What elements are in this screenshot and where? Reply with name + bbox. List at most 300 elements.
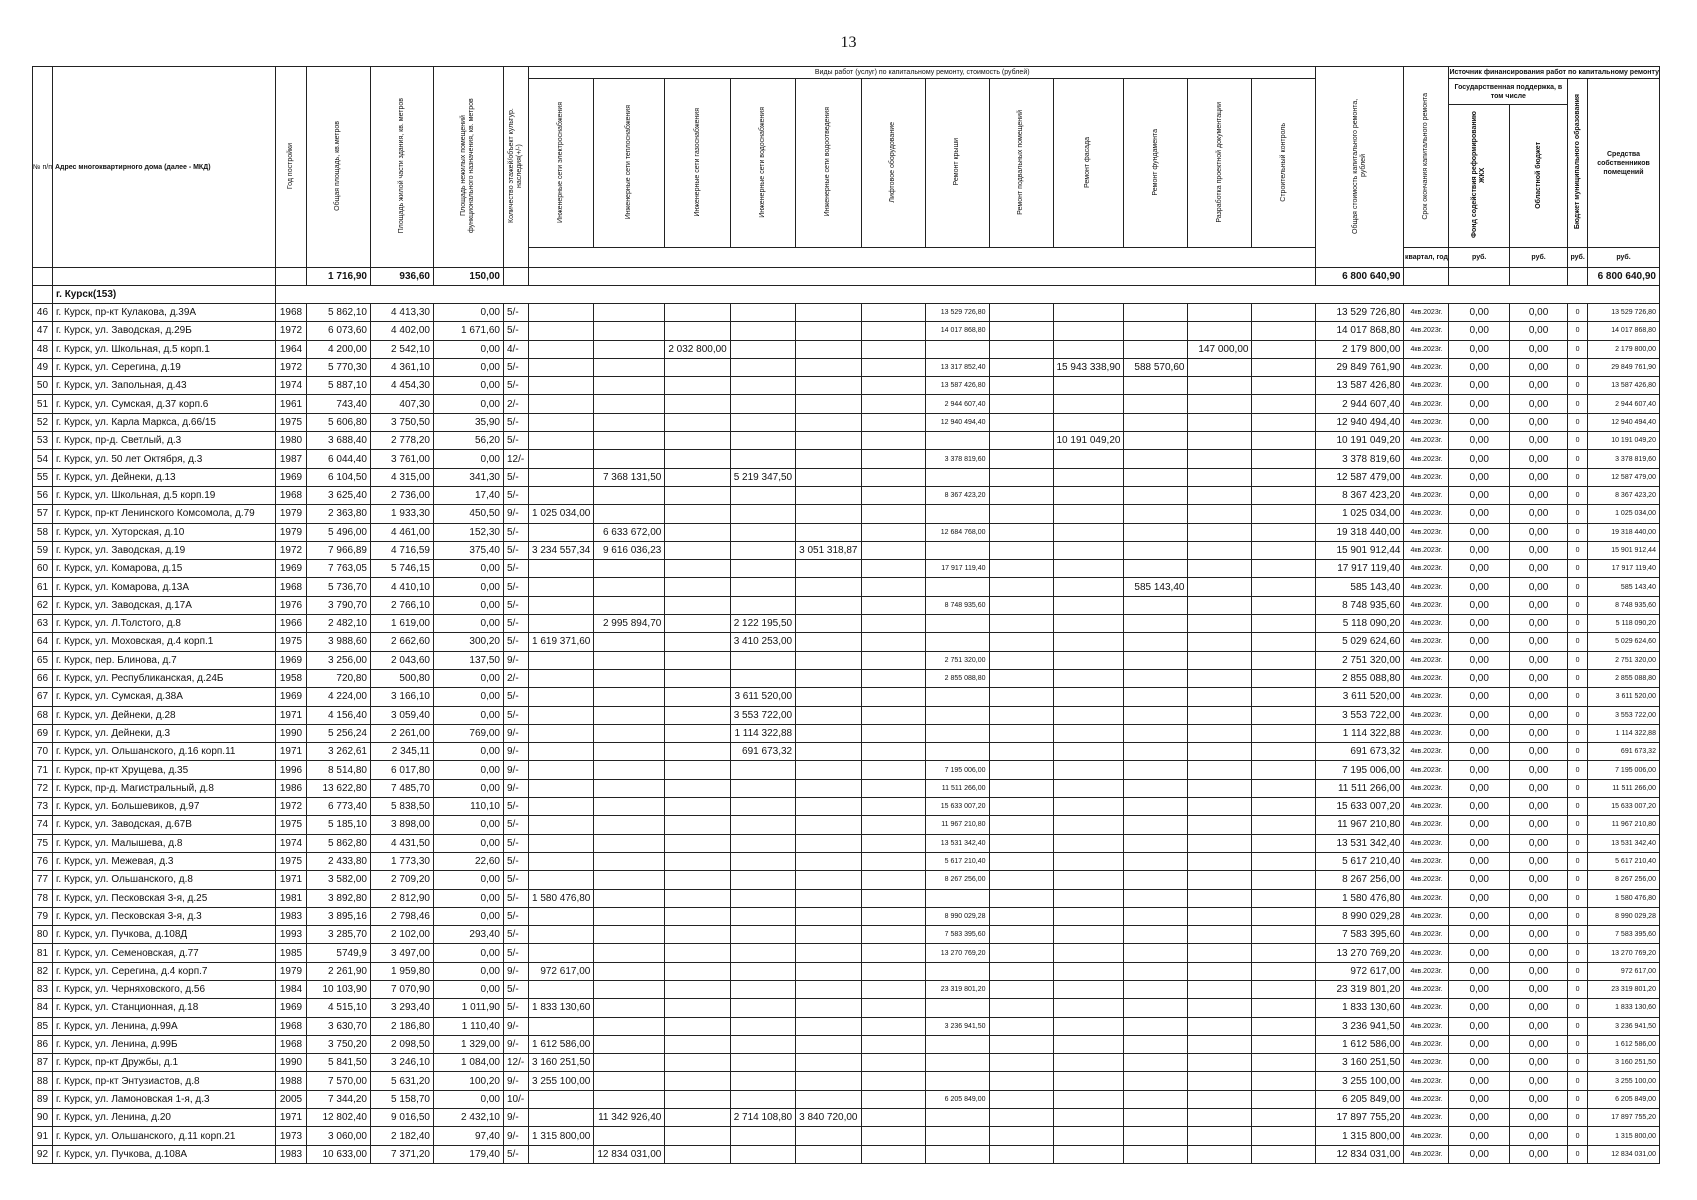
- row-work-cost: [665, 560, 730, 578]
- row-work-cost: [1053, 1017, 1124, 1035]
- row-address: г. Курск, ул. Станционная, д.18: [52, 999, 275, 1017]
- row-year: 1971: [275, 871, 306, 889]
- row-work-cost: [796, 724, 861, 742]
- row-living-area: 2 186,80: [370, 1017, 433, 1035]
- row-work-cost: [665, 962, 730, 980]
- row-deadline: 4кв.2023г.: [1404, 651, 1449, 669]
- row-floors: 5/-: [503, 377, 528, 395]
- row-regional: 0,00: [1509, 651, 1567, 669]
- section-row: [33, 286, 1660, 304]
- row-work-cost: [861, 523, 925, 541]
- row-work-cost: [528, 358, 593, 376]
- row-year: 1974: [275, 834, 306, 852]
- row-work-cost: [1188, 578, 1252, 596]
- row-nonres-area: 0,00: [433, 907, 503, 925]
- row-work-cost: [989, 596, 1053, 614]
- row-work-cost: [730, 1035, 795, 1053]
- row-fund: 0,00: [1449, 999, 1509, 1017]
- row-work-cost: [796, 1054, 861, 1072]
- row-work-cost: [665, 304, 730, 322]
- row-work-cost: [989, 1054, 1053, 1072]
- row-nonres-area: 0,00: [433, 1090, 503, 1108]
- row-work-cost: [1252, 1145, 1316, 1163]
- row-work-cost: [1053, 999, 1124, 1017]
- row-work-cost: [730, 651, 795, 669]
- row-floors: 9/-: [503, 779, 528, 797]
- row-total-cost: 1 114 322,88: [1316, 724, 1404, 742]
- row-fund: 0,00: [1449, 852, 1509, 870]
- row-work-cost: [1188, 468, 1252, 486]
- totals-year: [275, 268, 306, 286]
- row-total-area: 2 363,80: [306, 505, 370, 523]
- row-work-cost: [528, 615, 593, 633]
- row-work-cost: [1252, 541, 1316, 559]
- row-fund: 0,00: [1449, 1145, 1509, 1163]
- row-year: 1984: [275, 980, 306, 998]
- row-municipal: 0: [1568, 596, 1588, 614]
- row-work-cost: [594, 743, 665, 761]
- row-regional: 0,00: [1509, 505, 1567, 523]
- row-work-cost: [796, 798, 861, 816]
- row-address: г. Курск, пр-кт Дружбы, д.1: [52, 1054, 275, 1072]
- row-living-area: 3 166,10: [370, 688, 433, 706]
- row-work-cost: [861, 304, 925, 322]
- row-fund: 0,00: [1449, 871, 1509, 889]
- row-deadline: 4кв.2023г.: [1404, 669, 1449, 687]
- row-address: г. Курск, ул. Черняховского, д.56: [52, 980, 275, 998]
- row-floors: 5/-: [503, 560, 528, 578]
- row-work-cost: [796, 1145, 861, 1163]
- row-regional: 0,00: [1509, 1054, 1567, 1072]
- row-work-cost: [796, 743, 861, 761]
- totals-nonres-area: 150,00: [433, 268, 503, 286]
- row-floors: 2/-: [503, 669, 528, 687]
- row-fund: 0,00: [1449, 944, 1509, 962]
- row-work-cost: [1053, 1109, 1124, 1127]
- header-work-electric: [528, 79, 593, 248]
- table-row: [33, 724, 1660, 742]
- row-owners: 7 195 006,00: [1588, 761, 1660, 779]
- row-total-cost: 13 270 769,20: [1316, 944, 1404, 962]
- row-work-cost: 9 616 036,23: [594, 541, 665, 559]
- row-total-area: 13 622,80: [306, 779, 370, 797]
- row-work-cost: [1053, 596, 1124, 614]
- header-unit-municipal: [1568, 248, 1588, 268]
- row-deadline: 4кв.2023г.: [1404, 871, 1449, 889]
- row-regional: 0,00: [1509, 358, 1567, 376]
- header-work-sewer: [796, 79, 861, 248]
- row-work-cost: [1188, 816, 1252, 834]
- row-work-cost: [730, 761, 795, 779]
- row-work-cost: [528, 651, 593, 669]
- row-floors: 5/-: [503, 834, 528, 852]
- row-work-cost: [1124, 779, 1188, 797]
- row-municipal: 0: [1568, 1054, 1588, 1072]
- row-work-cost: 585 143,40: [1124, 578, 1188, 596]
- row-living-area: 2 043,60: [370, 651, 433, 669]
- table-row: [33, 852, 1660, 870]
- row-nonres-area: 0,00: [433, 962, 503, 980]
- row-work-cost: [1188, 706, 1252, 724]
- header-work-roof-label: Ремонт крыши: [953, 138, 960, 186]
- row-work-cost: [730, 1017, 795, 1035]
- table-row: [33, 395, 1660, 413]
- row-owners: 15 633 007,20: [1588, 798, 1660, 816]
- row-work-cost: [1124, 706, 1188, 724]
- section-title: г. Курск(153): [52, 286, 275, 304]
- row-municipal: 0: [1568, 395, 1588, 413]
- row-work-cost: [528, 486, 593, 504]
- row-work-cost: [989, 944, 1053, 962]
- row-work-cost: [528, 523, 593, 541]
- header-work-facade: [1053, 79, 1124, 248]
- row-work-cost: [1252, 1090, 1316, 1108]
- row-address: г. Курск, ул. Запольная, д.43: [52, 377, 275, 395]
- row-work-cost: [1252, 889, 1316, 907]
- row-work-cost: [665, 596, 730, 614]
- row-regional: 0,00: [1509, 377, 1567, 395]
- row-work-cost: [796, 450, 861, 468]
- row-number: 69: [33, 724, 53, 742]
- row-fund: 0,00: [1449, 706, 1509, 724]
- row-floors: 9/-: [503, 1072, 528, 1090]
- row-work-cost: [1053, 761, 1124, 779]
- row-work-cost: [1252, 852, 1316, 870]
- row-total-area: 3 630,70: [306, 1017, 370, 1035]
- row-number: 87: [33, 1054, 53, 1072]
- row-work-cost: [796, 633, 861, 651]
- row-year: 1972: [275, 798, 306, 816]
- row-floors: 5/-: [503, 358, 528, 376]
- row-living-area: 1 619,00: [370, 615, 433, 633]
- row-work-cost: [796, 523, 861, 541]
- row-work-cost: [1124, 1035, 1188, 1053]
- row-nonres-area: 450,50: [433, 505, 503, 523]
- row-work-cost: [594, 779, 665, 797]
- row-work-cost: [989, 505, 1053, 523]
- row-work-cost: [1124, 340, 1188, 358]
- row-owners: 13 529 726,80: [1588, 304, 1660, 322]
- row-address: г. Курск, ул. Ленина, д.99А: [52, 1017, 275, 1035]
- row-work-cost: [1053, 450, 1124, 468]
- row-work-cost: [594, 798, 665, 816]
- header-work-foundation: [1124, 79, 1188, 248]
- row-nonres-area: 1 011,90: [433, 999, 503, 1017]
- row-work-cost: [1124, 907, 1188, 925]
- row-owners: 3 378 819,60: [1588, 450, 1660, 468]
- row-work-cost: [1252, 1127, 1316, 1145]
- row-floors: 9/-: [503, 962, 528, 980]
- row-work-cost: [665, 322, 730, 340]
- row-work-cost: [730, 980, 795, 998]
- row-work-cost: [1124, 615, 1188, 633]
- row-regional: 0,00: [1509, 596, 1567, 614]
- row-work-cost: [528, 944, 593, 962]
- row-nonres-area: 97,40: [433, 1127, 503, 1145]
- row-work-cost: [528, 724, 593, 742]
- row-work-cost: [796, 651, 861, 669]
- row-address: г. Курск, ул. Большевиков, д.97: [52, 798, 275, 816]
- row-address: г. Курск, пр-кт Ленинского Комсомола, д.79: [52, 505, 275, 523]
- row-living-area: 9 016,50: [370, 1109, 433, 1127]
- row-work-cost: [925, 1035, 989, 1053]
- row-year: 1985: [275, 944, 306, 962]
- row-work-cost: [528, 322, 593, 340]
- row-deadline: 4кв.2023г.: [1404, 1127, 1449, 1145]
- row-owners: 12 587 479,00: [1588, 468, 1660, 486]
- row-work-cost: 8 267 256,00: [925, 871, 989, 889]
- row-work-cost: [594, 450, 665, 468]
- row-deadline: 4кв.2023г.: [1404, 523, 1449, 541]
- table-row: [33, 1090, 1660, 1108]
- header-work-gas: [665, 79, 730, 248]
- row-deadline: 4кв.2023г.: [1404, 1109, 1449, 1127]
- row-year: 1983: [275, 1145, 306, 1163]
- row-floors: 5/-: [503, 999, 528, 1017]
- row-work-cost: [594, 432, 665, 450]
- row-municipal: 0: [1568, 724, 1588, 742]
- row-deadline: 4кв.2023г.: [1404, 907, 1449, 925]
- row-fund: 0,00: [1449, 761, 1509, 779]
- row-deadline: 4кв.2023г.: [1404, 724, 1449, 742]
- row-work-cost: [1188, 999, 1252, 1017]
- row-fund: 0,00: [1449, 377, 1509, 395]
- row-work-cost: [730, 816, 795, 834]
- row-living-area: 3 246,10: [370, 1054, 433, 1072]
- row-work-cost: [730, 340, 795, 358]
- row-owners: 14 017 868,80: [1588, 322, 1660, 340]
- row-number: 66: [33, 669, 53, 687]
- row-work-cost: [989, 432, 1053, 450]
- row-work-cost: [1124, 633, 1188, 651]
- row-fund: 0,00: [1449, 541, 1509, 559]
- row-work-cost: 3 234 557,34: [528, 541, 593, 559]
- row-address: г. Курск, ул. Пучкова, д.108А: [52, 1145, 275, 1163]
- row-total-area: 4 224,00: [306, 688, 370, 706]
- row-total-area: 10 633,00: [306, 1145, 370, 1163]
- row-fund: 0,00: [1449, 560, 1509, 578]
- row-work-cost: 3 840 720,00: [796, 1109, 861, 1127]
- row-fund: 0,00: [1449, 651, 1509, 669]
- row-work-cost: 12 684 768,00: [925, 523, 989, 541]
- row-nonres-area: 0,00: [433, 358, 503, 376]
- capital-repair-table: [32, 66, 1660, 1164]
- table-row: [33, 468, 1660, 486]
- row-work-cost: [1124, 486, 1188, 504]
- row-work-cost: [594, 944, 665, 962]
- row-work-cost: 7 583 395,60: [925, 926, 989, 944]
- row-nonres-area: 22,60: [433, 852, 503, 870]
- row-work-cost: [1124, 523, 1188, 541]
- row-work-cost: [594, 852, 665, 870]
- row-work-cost: [989, 1090, 1053, 1108]
- row-nonres-area: 0,00: [433, 340, 503, 358]
- row-work-cost: [925, 706, 989, 724]
- row-regional: 0,00: [1509, 926, 1567, 944]
- row-work-cost: [796, 1072, 861, 1090]
- row-nonres-area: 0,00: [433, 871, 503, 889]
- totals-fund: [1449, 268, 1509, 286]
- row-municipal: 0: [1568, 999, 1588, 1017]
- row-living-area: 3 059,40: [370, 706, 433, 724]
- row-work-cost: [989, 706, 1053, 724]
- row-number: 91: [33, 1127, 53, 1145]
- row-work-cost: [1252, 358, 1316, 376]
- row-living-area: 2 766,10: [370, 596, 433, 614]
- row-living-area: 4 454,30: [370, 377, 433, 395]
- row-work-cost: [861, 1109, 925, 1127]
- row-number: 65: [33, 651, 53, 669]
- header-owners: [1588, 79, 1660, 248]
- table-row: [33, 615, 1660, 633]
- row-floors: 9/-: [503, 761, 528, 779]
- row-work-cost: [528, 706, 593, 724]
- row-work-cost: [730, 541, 795, 559]
- totals-row: [33, 268, 1660, 286]
- row-work-cost: [1053, 944, 1124, 962]
- row-work-cost: 6 205 849,00: [925, 1090, 989, 1108]
- row-total-cost: 3 255 100,00: [1316, 1072, 1404, 1090]
- row-deadline: 4кв.2023г.: [1404, 413, 1449, 431]
- row-floors: 9/-: [503, 1017, 528, 1035]
- row-living-area: 5 631,20: [370, 1072, 433, 1090]
- row-work-cost: [594, 596, 665, 614]
- row-work-cost: [730, 1145, 795, 1163]
- row-work-cost: [665, 779, 730, 797]
- row-work-cost: [989, 413, 1053, 431]
- totals-address: [52, 268, 275, 286]
- row-work-cost: [1053, 486, 1124, 504]
- row-work-cost: [1188, 322, 1252, 340]
- row-living-area: 1 773,30: [370, 852, 433, 870]
- row-work-cost: [861, 1090, 925, 1108]
- row-work-cost: [528, 450, 593, 468]
- row-nonres-area: 110,10: [433, 798, 503, 816]
- row-regional: 0,00: [1509, 724, 1567, 742]
- row-work-cost: [665, 1090, 730, 1108]
- row-work-cost: [730, 779, 795, 797]
- row-year: 1990: [275, 1054, 306, 1072]
- table-row: [33, 322, 1660, 340]
- row-number: 84: [33, 999, 53, 1017]
- row-regional: 0,00: [1509, 980, 1567, 998]
- row-work-cost: [796, 980, 861, 998]
- row-work-cost: [1188, 651, 1252, 669]
- row-work-cost: [796, 688, 861, 706]
- table-row: [33, 871, 1660, 889]
- row-work-cost: [1053, 852, 1124, 870]
- row-municipal: 0: [1568, 688, 1588, 706]
- row-nonres-area: 0,00: [433, 743, 503, 761]
- row-number: 73: [33, 798, 53, 816]
- row-work-cost: 8 367 423,20: [925, 486, 989, 504]
- row-work-cost: [730, 1090, 795, 1108]
- header-unit-deadline: [1404, 248, 1449, 268]
- row-work-cost: [1252, 615, 1316, 633]
- row-work-cost: [594, 834, 665, 852]
- row-number: 67: [33, 688, 53, 706]
- row-living-area: 407,30: [370, 395, 433, 413]
- row-total-area: 3 688,40: [306, 432, 370, 450]
- row-work-cost: [730, 1072, 795, 1090]
- row-work-cost: 13 529 726,80: [925, 304, 989, 322]
- row-nonres-area: 0,00: [433, 615, 503, 633]
- table-row: [33, 889, 1660, 907]
- row-year: 1961: [275, 395, 306, 413]
- row-living-area: 500,80: [370, 669, 433, 687]
- row-work-cost: 13 531 342,40: [925, 834, 989, 852]
- row-work-cost: [528, 980, 593, 998]
- row-total-area: 3 750,20: [306, 1035, 370, 1053]
- row-work-cost: [1053, 523, 1124, 541]
- row-number: 46: [33, 304, 53, 322]
- row-total-cost: 6 205 849,00: [1316, 1090, 1404, 1108]
- row-work-cost: [528, 816, 593, 834]
- row-total-cost: 15 901 912,44: [1316, 541, 1404, 559]
- row-fund: 0,00: [1449, 1109, 1509, 1127]
- row-total-cost: 3 611 520,00: [1316, 688, 1404, 706]
- row-deadline: 4кв.2023г.: [1404, 541, 1449, 559]
- row-work-cost: [1124, 724, 1188, 742]
- row-year: 2005: [275, 1090, 306, 1108]
- row-nonres-area: 0,00: [433, 578, 503, 596]
- row-owners: 5 617 210,40: [1588, 852, 1660, 870]
- row-work-cost: [1252, 926, 1316, 944]
- row-work-cost: [730, 1054, 795, 1072]
- row-work-cost: [528, 852, 593, 870]
- row-work-cost: [1188, 980, 1252, 998]
- row-fund: 0,00: [1449, 340, 1509, 358]
- row-year: 1966: [275, 615, 306, 633]
- row-work-cost: [925, 962, 989, 980]
- header-funding-group-label: Источник финансирования работ по капитальному ремонту: [1449, 69, 1659, 76]
- row-total-area: 6 044,40: [306, 450, 370, 468]
- row-municipal: 0: [1568, 578, 1588, 596]
- row-work-cost: [1124, 560, 1188, 578]
- row-work-cost: [665, 1109, 730, 1127]
- row-regional: 0,00: [1509, 578, 1567, 596]
- row-living-area: 5 158,70: [370, 1090, 433, 1108]
- row-address: г. Курск, пер. Блинова, д.7: [52, 651, 275, 669]
- row-total-area: 3 285,70: [306, 926, 370, 944]
- row-work-cost: [665, 651, 730, 669]
- row-address: г. Курск, ул. Дейнеки, д.3: [52, 724, 275, 742]
- row-total-cost: 2 944 607,40: [1316, 395, 1404, 413]
- row-municipal: 0: [1568, 1090, 1588, 1108]
- row-number: 72: [33, 779, 53, 797]
- row-work-cost: [796, 304, 861, 322]
- row-total-area: 5 606,80: [306, 413, 370, 431]
- row-floors: 5/-: [503, 413, 528, 431]
- row-work-cost: [528, 669, 593, 687]
- row-work-cost: [796, 1035, 861, 1053]
- row-owners: 29 849 761,90: [1588, 358, 1660, 376]
- row-work-cost: [594, 1035, 665, 1053]
- row-owners: 2 855 088,80: [1588, 669, 1660, 687]
- row-address: г. Курск, ул. Моховская, д.4 корп.1: [52, 633, 275, 651]
- row-work-cost: [925, 1145, 989, 1163]
- row-work-cost: [528, 688, 593, 706]
- row-year: 1975: [275, 633, 306, 651]
- row-work-cost: 2 122 195,50: [730, 615, 795, 633]
- row-regional: 0,00: [1509, 395, 1567, 413]
- row-work-cost: [1124, 1017, 1188, 1035]
- row-fund: 0,00: [1449, 413, 1509, 431]
- totals-floors: [503, 268, 528, 286]
- row-nonres-area: 0,00: [433, 450, 503, 468]
- row-regional: 0,00: [1509, 962, 1567, 980]
- row-owners: 15 901 912,44: [1588, 541, 1660, 559]
